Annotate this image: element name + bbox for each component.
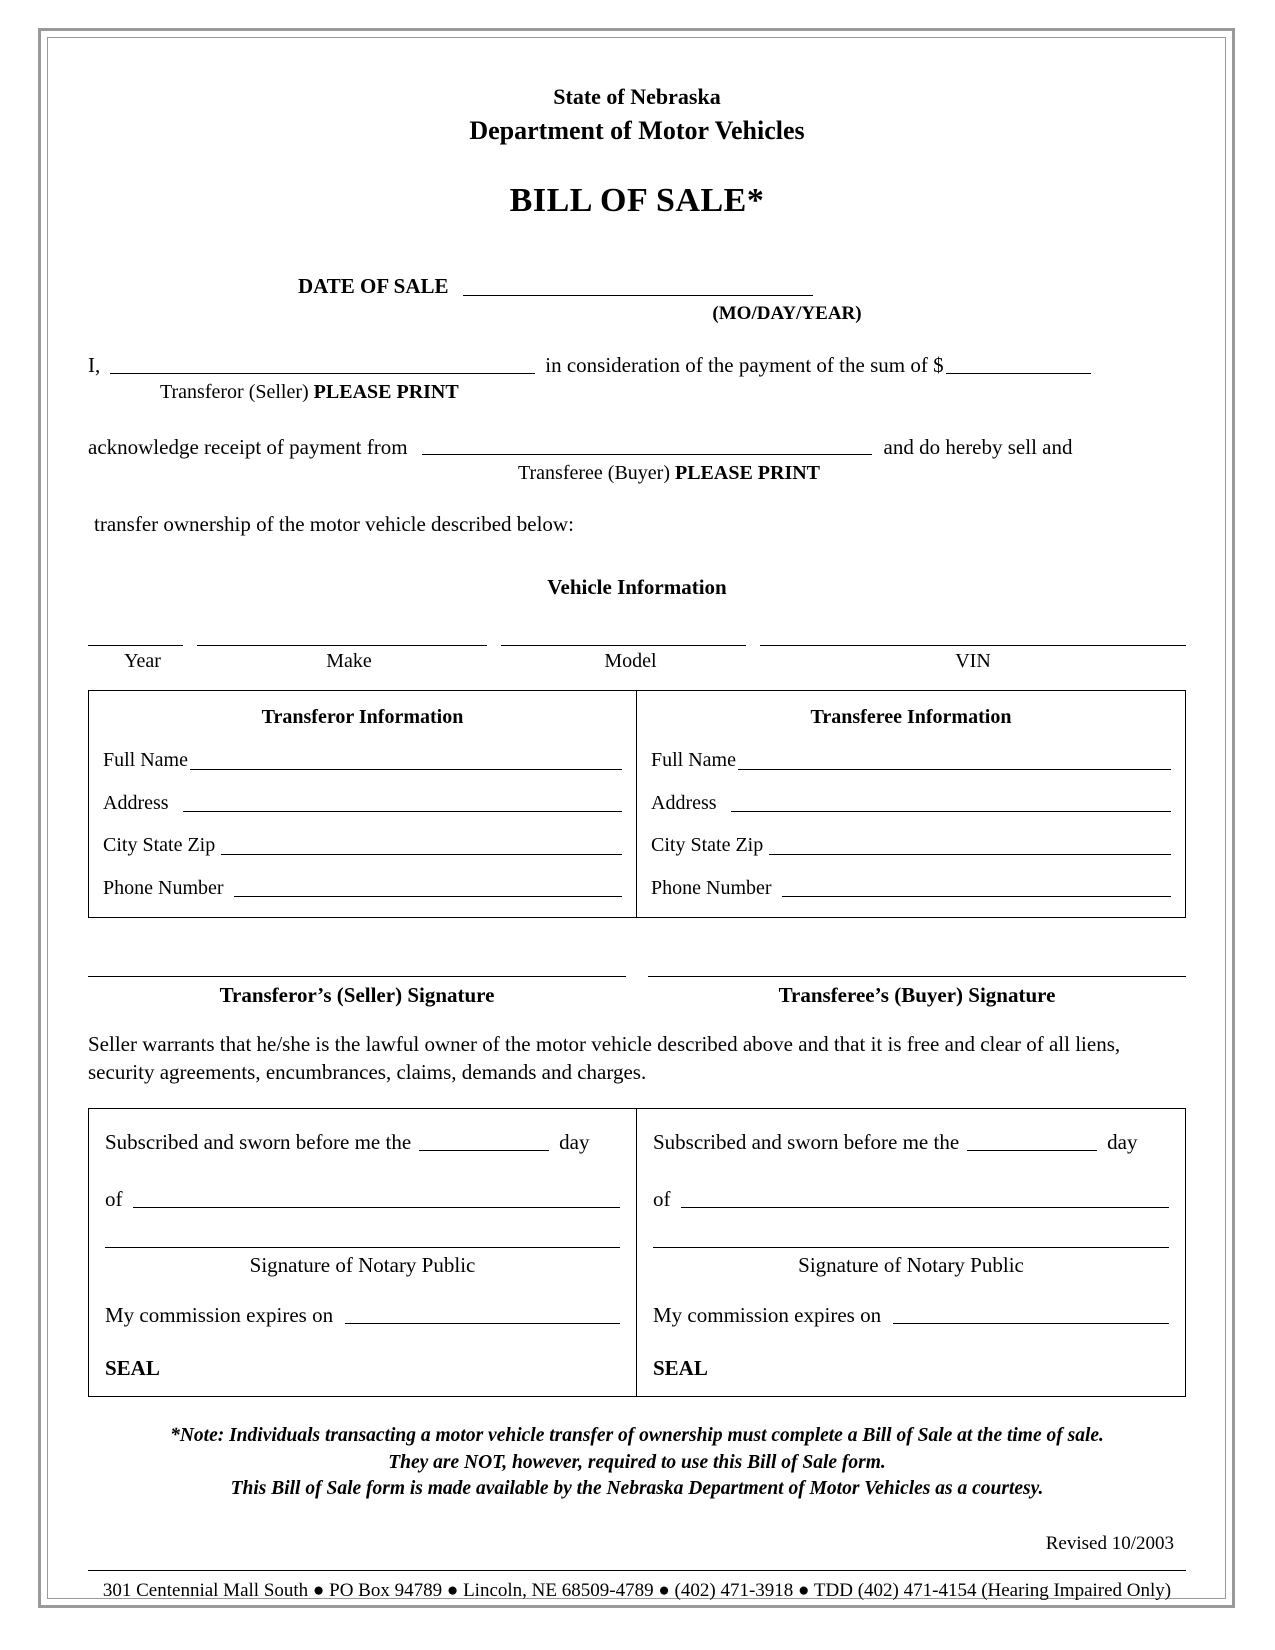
form-content xyxy=(62,48,1212,1602)
transferee-section xyxy=(637,691,1185,917)
vehicle-information-heading: Vehicle Information xyxy=(547,574,727,599)
vehicle-vin-label: VIN xyxy=(955,649,991,672)
transferee-full-name-row xyxy=(651,748,1171,774)
notary-buyer-day-word: day xyxy=(1107,1129,1138,1154)
notary-seller-sworn-row xyxy=(105,1129,620,1156)
transferee-address-row xyxy=(651,791,1171,817)
buyer-please-print: PLEASE PRINT xyxy=(674,462,821,485)
seller-signature-col xyxy=(88,976,626,1009)
notary-seller-expires-label: My commission expires on xyxy=(105,1303,334,1328)
notary-buyer-seal-label: SEAL xyxy=(653,1356,708,1381)
seller-please-print: PLEASE PRINT xyxy=(313,381,459,403)
notary-buyer-monthyear-input[interactable] xyxy=(681,1207,1170,1208)
notary-buyer-of-row xyxy=(653,1186,1169,1213)
notary-seller-sworn-label: Subscribed and sworn before me the xyxy=(105,1129,412,1154)
vehicle-year-label: Year xyxy=(124,649,161,672)
vehicle-labels-row xyxy=(88,649,1186,675)
footnote-line-2: They are NOT, however, required to use this Bill of Sale form. xyxy=(388,1451,886,1473)
transferee-phone-row xyxy=(651,876,1171,902)
footnote xyxy=(88,1423,1186,1502)
transferee-address-label: Address xyxy=(651,791,717,814)
notary-buyer-expires-input[interactable] xyxy=(893,1323,1169,1324)
i-prefix-label: I, xyxy=(88,353,101,378)
sale-amount-input[interactable] xyxy=(946,373,1091,374)
notary-seller-of-word: of xyxy=(105,1186,123,1211)
transferor-full-name-label: Full Name xyxy=(103,749,188,771)
notary-buyer-expires-row xyxy=(653,1302,1169,1329)
transferee-city-input[interactable] xyxy=(769,854,1171,855)
buyer-signature-label: Transferee’s (Buyer) Signature xyxy=(778,983,1056,1008)
date-format-hint: (MO/DAY/YEAR) xyxy=(712,302,862,324)
transferor-phone-input[interactable] xyxy=(234,896,622,897)
seller-signature-input[interactable] xyxy=(88,976,626,977)
transferor-phone-row xyxy=(103,876,622,902)
vehicle-model-label: Model xyxy=(604,649,657,672)
transferee-city-row xyxy=(651,833,1171,859)
buyer-name-input[interactable] xyxy=(422,454,872,455)
notary-box xyxy=(88,1108,1186,1397)
vehicle-model-input[interactable] xyxy=(501,645,746,646)
transferee-full-name-input[interactable] xyxy=(738,769,1171,770)
notary-seller-signature-label: Signature of Notary Public xyxy=(249,1252,476,1277)
transferor-section xyxy=(89,691,637,917)
seller-statement-row xyxy=(88,352,1186,379)
seller-print-sublabel xyxy=(88,380,1186,406)
transferor-heading: Transferor Information xyxy=(261,706,464,729)
transferee-phone-label: Phone Number xyxy=(651,876,772,899)
notary-seller-of-row xyxy=(105,1186,620,1213)
vehicle-fields-row xyxy=(88,645,1186,646)
notary-seller-signature-wrap xyxy=(105,1247,620,1279)
notary-buyer-signature-label: Signature of Notary Public xyxy=(798,1252,1024,1277)
vehicle-vin-input[interactable] xyxy=(760,645,1186,646)
transferor-address-input[interactable] xyxy=(183,811,622,812)
notary-seller-monthyear-input[interactable] xyxy=(133,1207,621,1208)
revision-date: Revised 10/2003 xyxy=(1045,1533,1174,1555)
seller-name-input[interactable] xyxy=(110,373,535,374)
notary-seller-day-input[interactable] xyxy=(419,1150,549,1151)
buyer-print-sublabel xyxy=(88,461,1186,487)
footer-divider xyxy=(88,1570,1186,1571)
transferor-address-label: Address xyxy=(103,791,169,814)
notary-buyer-expires-label: My commission expires on xyxy=(653,1303,882,1328)
buyer-sublabel-text: Transferee (Buyer) xyxy=(518,462,675,485)
seller-signature-label: Transferor’s (Seller) Signature xyxy=(219,983,495,1008)
receipt-prefix-label: acknowledge receipt of payment from xyxy=(88,434,408,459)
receipt-suffix-label: and do hereby sell and xyxy=(883,434,1073,459)
transferor-city-row xyxy=(103,833,622,859)
notary-seller-section xyxy=(89,1109,637,1396)
date-of-sale-row xyxy=(88,273,1186,300)
consideration-label: in consideration of the payment of the sum of $ xyxy=(545,353,944,378)
vehicle-make-input[interactable] xyxy=(197,645,487,646)
buyer-signature-input[interactable] xyxy=(648,976,1186,977)
footnote-line-3: This Bill of Sale form is made available by the Nebraska Department of Motor Vehicles as a courtesy. xyxy=(230,1477,1044,1499)
page-title: BILL OF SALE* xyxy=(509,182,765,220)
notary-seller-expires-row xyxy=(105,1302,620,1329)
department-heading: Department of Motor Vehicles xyxy=(469,116,805,146)
transferee-full-name-label: Full Name xyxy=(651,749,736,771)
state-heading: State of Nebraska xyxy=(553,84,721,109)
transferor-full-name-input[interactable] xyxy=(190,769,622,770)
date-of-sale-label: DATE OF SALE xyxy=(298,273,449,298)
transferee-address-input[interactable] xyxy=(731,811,1171,812)
signature-block xyxy=(88,976,1186,1009)
warranty-text: Seller warrants that he/she is the lawful owner of the motor vehicle described above and that it is free and clear of all liens, security agreements, encumbrances, claims, demands and charges. xyxy=(88,1032,1121,1084)
seller-sublabel-text: Transferor (Seller) xyxy=(160,381,314,403)
notary-seller-expires-input[interactable] xyxy=(345,1323,620,1324)
transferor-city-label: City State Zip xyxy=(103,834,216,857)
date-of-sale-input[interactable] xyxy=(463,295,813,296)
buyer-signature-col xyxy=(648,976,1186,1009)
notary-buyer-day-input[interactable] xyxy=(967,1150,1097,1151)
footnote-line-1: *Note: Individuals transacting a motor vehicle transfer of ownership must complete a Bill of Sale at the time of sale. xyxy=(170,1425,1104,1447)
transferor-city-input[interactable] xyxy=(221,854,622,855)
notary-buyer-signature-wrap xyxy=(653,1247,1169,1279)
notary-buyer-section xyxy=(637,1109,1185,1396)
notary-buyer-sworn-label: Subscribed and sworn before me the xyxy=(653,1129,960,1154)
notary-buyer-of-word: of xyxy=(653,1186,671,1211)
notary-buyer-signature-input[interactable] xyxy=(653,1247,1169,1248)
vehicle-make-label: Make xyxy=(326,649,372,672)
transferee-phone-input[interactable] xyxy=(782,896,1171,897)
footer-contact: 301 Centennial Mall South ● PO Box 94789 ● Lincoln, NE 68509-4789 ● (402) 471-3918 ● TDD (402) 471-4154 (Hearing Impaired Only) xyxy=(102,1580,1172,1602)
transferee-heading: Transferee Information xyxy=(810,706,1012,729)
notary-seller-day-word: day xyxy=(559,1129,590,1154)
notary-seller-signature-input[interactable] xyxy=(105,1247,620,1248)
transferor-phone-label: Phone Number xyxy=(103,876,224,899)
vehicle-year-input[interactable] xyxy=(88,645,183,646)
transfer-ownership-text: transfer ownership of the motor vehicle described below: xyxy=(94,512,574,537)
buyer-statement-row xyxy=(88,434,1186,461)
notary-buyer-sworn-row xyxy=(653,1129,1169,1156)
transferor-full-name-row xyxy=(103,748,622,774)
parties-box xyxy=(88,690,1186,918)
transferor-address-row xyxy=(103,791,622,817)
notary-seller-seal-label: SEAL xyxy=(105,1356,160,1381)
transferee-city-label: City State Zip xyxy=(651,834,764,857)
